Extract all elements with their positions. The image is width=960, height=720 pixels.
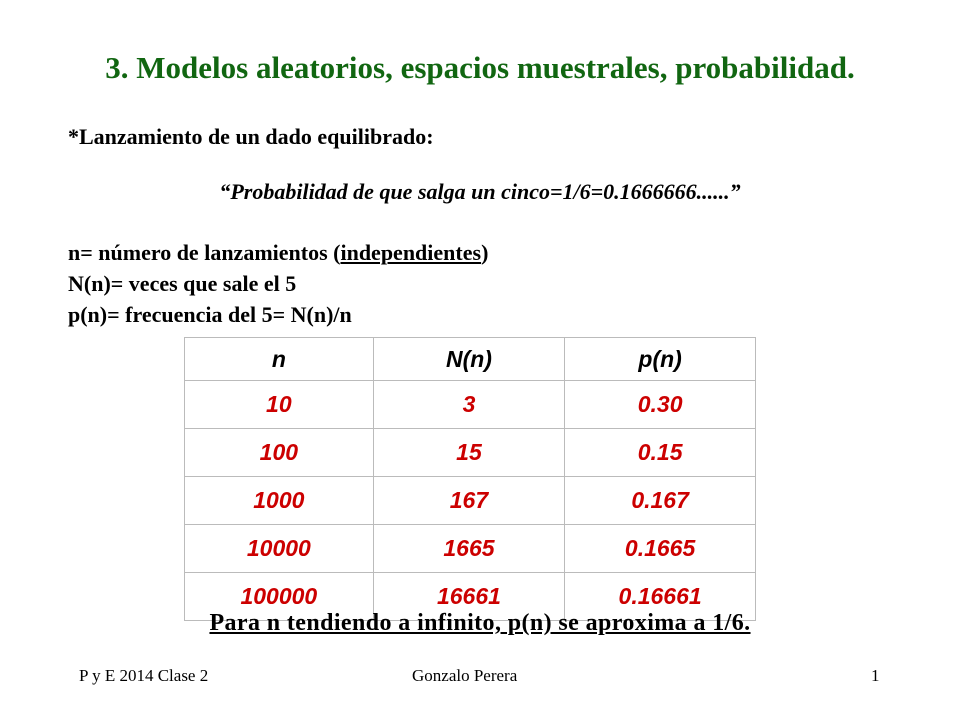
footer-author: Gonzalo Perera (412, 666, 518, 685)
definition-n-underlined: independientes (340, 240, 482, 265)
table-row (185, 477, 756, 525)
cell-p: 0.1665 (565, 525, 756, 573)
table-row (185, 525, 756, 573)
footer-page-number: 1 (871, 666, 880, 685)
cell-n: 100000 (185, 573, 374, 621)
intro-text: *Lanzamiento de un dado equilibrado: (68, 124, 434, 149)
cell-N: 3 (373, 381, 565, 429)
conclusion-text: Para n tendiendo a infinito, p(n) se aproxima a 1/6. (209, 610, 751, 636)
probability-quote: “Probabilidad de que salga un cinco=1/6=0.1666666......” (219, 179, 741, 204)
header-n: n (185, 338, 374, 381)
footer-course: P y E 2014 Clase 2 (79, 666, 209, 685)
header-p: p(n) (565, 338, 756, 381)
definition-n-prefix: n= número de lanzamientos ( (68, 240, 341, 265)
table-row (185, 429, 756, 477)
cell-n: 10000 (185, 525, 374, 573)
cell-N: 167 (373, 477, 565, 525)
header-N: N(n) (373, 338, 565, 381)
cell-p: 0.167 (565, 477, 756, 525)
cell-N: 16661 (373, 573, 565, 621)
definition-n (68, 237, 488, 268)
cell-N: 1665 (373, 525, 565, 573)
cell-n: 10 (185, 381, 374, 429)
cell-N: 15 (373, 429, 565, 477)
slide-title: 3. Modelos aleatorios, espacios muestrales, probabilidad. (105, 50, 855, 85)
cell-n: 100 (185, 429, 374, 477)
definitions (68, 237, 488, 330)
table-row (185, 381, 756, 429)
definition-N: N(n)= veces que sale el 5 (68, 271, 297, 296)
cell-p: 0.30 (565, 381, 756, 429)
cell-p: 0.16661 (565, 573, 756, 621)
table-header-row (185, 338, 756, 381)
definition-n-suffix: ) (481, 240, 489, 265)
cell-p: 0.15 (565, 429, 756, 477)
definition-p: p(n)= frecuencia del 5= N(n)/n (68, 302, 352, 327)
results-table (184, 337, 756, 621)
cell-n: 1000 (185, 477, 374, 525)
